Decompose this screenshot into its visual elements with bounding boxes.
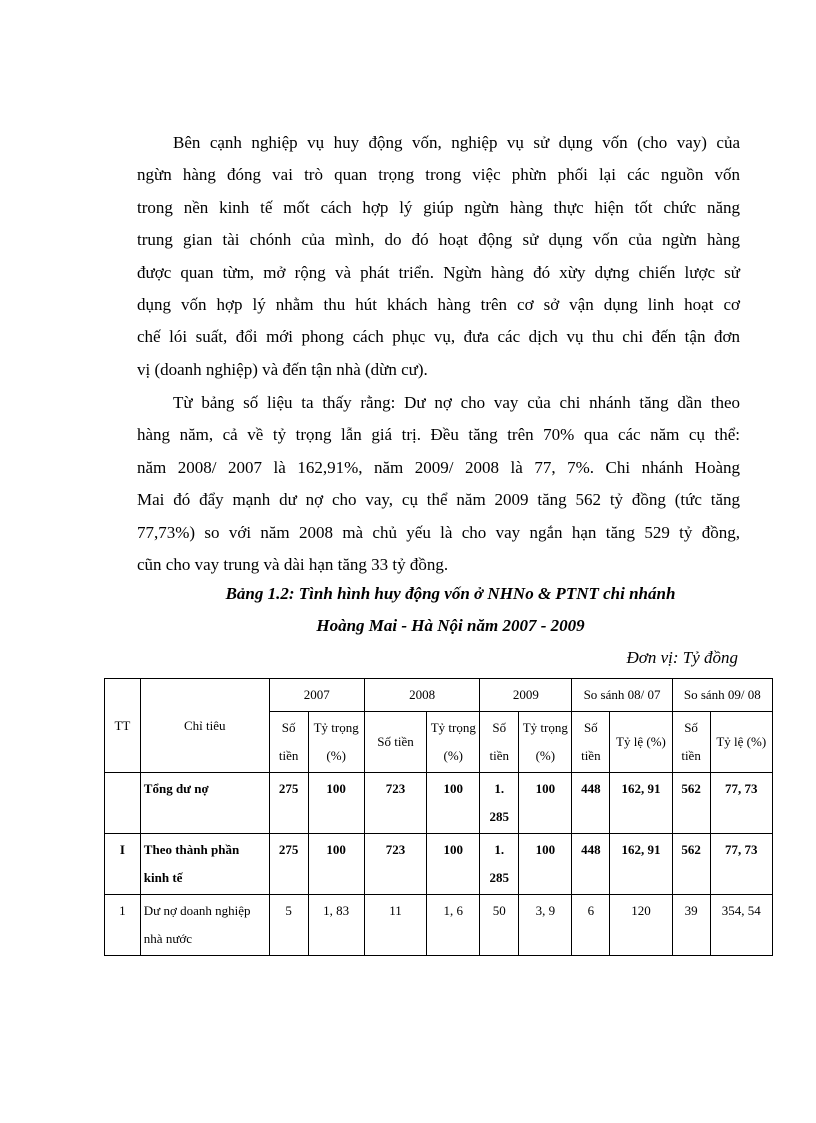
cell-value: 1, 83	[308, 895, 364, 956]
cell-value: 448	[572, 773, 610, 834]
cell-value: 723	[364, 834, 426, 895]
loan-balance-table	[104, 678, 773, 956]
subheader-so-tien: Số tiền	[672, 712, 710, 773]
cell-tt: 1	[105, 895, 141, 956]
cell-value: 1. 285	[480, 773, 519, 834]
cell-value: 100	[519, 834, 572, 895]
table-header-row	[105, 679, 773, 712]
cell-value: 100	[427, 773, 480, 834]
paragraph-lending-overview	[137, 127, 740, 386]
cell-value: 11	[364, 895, 426, 956]
cell-value: 100	[308, 834, 364, 895]
table-row	[105, 773, 773, 834]
paragraph-table-analysis	[137, 387, 740, 581]
paragraph-line: Từ bảng số liệu ta thấy rằng: Dư nợ cho vay của chi nhánh tăng dần theo	[173, 393, 740, 412]
paragraph-line: Mai đó đẩy mạnh dư nợ cho vay, cụ thể năm 2009 tăng 562 tỷ đồng (tức tăng	[137, 490, 740, 510]
cell-value: 50	[480, 895, 519, 956]
subheader-ty-trong: Tỷ trọng (%)	[519, 712, 572, 773]
header-2008: 2008	[364, 679, 480, 712]
cell-value: 162, 91	[610, 834, 672, 895]
paragraph-line: chế lói suất, đổi mới phong cách phục vụ, đưa các dịch vụ thu chi đến tận đơn	[137, 327, 740, 347]
cell-value: 162, 91	[610, 773, 672, 834]
header-2009: 2009	[480, 679, 572, 712]
paragraph-line: được quan từm, mở rộng và phát triển. Ngừn hàng đó xừy dựng chiến lược sử	[137, 262, 740, 282]
cell-value: 448	[572, 834, 610, 895]
subheader-ty-trong: Tỷ trọng (%)	[308, 712, 364, 773]
subheader-ty-le: Tỷ lệ (%)	[710, 712, 773, 773]
cell-tt	[105, 773, 141, 834]
cell-value: 354, 54	[710, 895, 773, 956]
cell-value: 1. 285	[480, 834, 519, 895]
table-caption-line-2: Hoàng Mai - Hà Nội năm 2007 - 2009	[316, 616, 585, 635]
paragraph-line: 77,73%) so với năm 2008 mà chủ yếu là cho vay ngắn hạn tăng 529 tỷ đồng,	[137, 522, 740, 542]
table-row	[105, 834, 773, 895]
cell-label: Theo thành phần kinh tế	[140, 834, 269, 895]
cell-value: 77, 73	[710, 773, 773, 834]
header-compare-09-08: So sánh 09/ 08	[672, 679, 772, 712]
cell-value: 6	[572, 895, 610, 956]
table-unit-note: Đơn vị: Tỷ đồng	[626, 648, 738, 667]
cell-value: 77, 73	[710, 834, 773, 895]
cell-value: 5	[269, 895, 308, 956]
paragraph-line: Bên cạnh nghiệp vụ huy động vốn, nghiệp vụ sử dụng vốn (cho vay) của	[173, 133, 740, 152]
subheader-so-tien: Số tiền	[480, 712, 519, 773]
cell-value: 3, 9	[519, 895, 572, 956]
cell-label: Dư nợ doanh nghiệp nhà nước	[140, 895, 269, 956]
cell-value: 275	[269, 834, 308, 895]
cell-value: 100	[519, 773, 572, 834]
paragraph-line: trung gian tài chónh của mình, do đó hoạt động sử dụng vốn của ngừn hàng	[137, 230, 740, 250]
paragraph-line: năm 2008/ 2007 là 162,91%, năm 2009/ 2008 là 77, 7%. Chi nhánh Hoàng	[137, 457, 740, 477]
subheader-so-tien: Số tiền	[572, 712, 610, 773]
cell-value: 723	[364, 773, 426, 834]
cell-value: 275	[269, 773, 308, 834]
header-compare-08-07: So sánh 08/ 07	[572, 679, 672, 712]
paragraph-line: vị (doanh nghiệp) và đến tận nhà (dừn cư).	[137, 359, 428, 379]
cell-value: 562	[672, 834, 710, 895]
cell-label: Tổng dư nợ	[140, 773, 269, 834]
header-2007: 2007	[269, 679, 364, 712]
cell-value: 562	[672, 773, 710, 834]
paragraph-line: cũn cho vay trung và dài hạn tăng 33 tỷ đồng.	[137, 555, 449, 575]
subheader-ty-trong: Tỷ trọng (%)	[427, 712, 480, 773]
paragraph-line: hàng năm, cả về tỷ trọng lẫn giá trị. Đều tăng trên 70% qua các năm cụ thể:	[137, 425, 740, 445]
paragraph-line: ngừn hàng đóng vai trò quan trọng trong việc phừn phối lại các nguồn vốn	[137, 165, 740, 185]
paragraph-line: trong nền kinh tế mốt cách hợp lý giúp ngừn hàng thực hiện tốt chức năng	[137, 197, 740, 217]
cell-value: 39	[672, 895, 710, 956]
table-caption-line-1: Bảng 1.2: Tình hình huy động vốn ở NHNo & PTNT chi nhánh	[225, 584, 676, 603]
subheader-so-tien: Số tiền	[364, 712, 426, 773]
subheader-ty-le: Tỷ lệ (%)	[610, 712, 672, 773]
table-row	[105, 895, 773, 956]
cell-value: 120	[610, 895, 672, 956]
subheader-so-tien: Số tiền	[269, 712, 308, 773]
cell-tt: I	[105, 834, 141, 895]
header-tt: TT	[105, 679, 141, 773]
cell-value: 100	[308, 773, 364, 834]
cell-value: 100	[427, 834, 480, 895]
cell-value: 1, 6	[427, 895, 480, 956]
paragraph-line: dụng vốn hợp lý nhằm thu hút khách hàng trên cơ sở vận dụng linh hoạt cơ	[137, 295, 740, 315]
header-chi-tieu: Chỉ tiêu	[140, 679, 269, 773]
